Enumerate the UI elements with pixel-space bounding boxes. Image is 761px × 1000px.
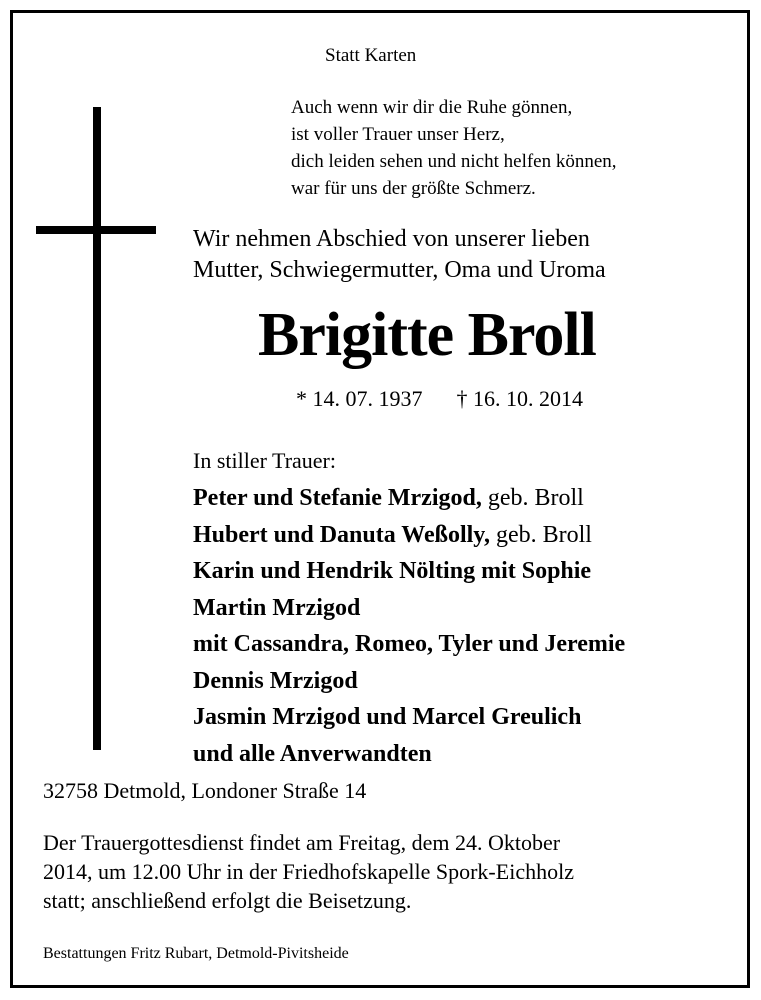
mourner-line: mit Cassandra, Romeo, Tyler und Jeremie xyxy=(193,631,626,657)
statt-karten-label: Statt Karten xyxy=(325,45,417,66)
mourner-line: Jasmin Mrzigod und Marcel Greulich xyxy=(193,704,582,730)
mourners-heading: In stiller Trauer: xyxy=(193,448,336,473)
poem-line: dich leiden sehen und nicht helfen können, xyxy=(291,151,617,172)
death-date: † 16. 10. 2014 xyxy=(456,386,583,411)
poem-line: war für uns der größte Schmerz. xyxy=(291,178,536,199)
cross-icon xyxy=(93,107,101,750)
cross-icon-crossbar xyxy=(36,226,156,234)
life-dates xyxy=(296,388,583,410)
mourner-line: Hubert und Danuta Weßolly, geb. Broll xyxy=(193,521,592,548)
poem xyxy=(291,94,617,202)
mourners-list xyxy=(193,480,625,772)
service-info xyxy=(43,828,574,915)
mourner-line: Dennis Mrzigod xyxy=(193,667,358,694)
mourner-line: und alle Anverwandten xyxy=(193,740,432,767)
poem-line: Auch wenn wir dir die Ruhe gönnen, xyxy=(291,97,573,118)
intro-text xyxy=(193,224,606,286)
poem-line: ist voller Trauer unser Herz, xyxy=(291,124,505,145)
service-line: Der Trauergottesdienst findet am Freitag, dem 24. Oktober xyxy=(43,830,561,855)
mourner-line: Martin Mrzigod xyxy=(193,594,361,621)
intro-line: Mutter, Schwiegermutter, Oma und Uroma xyxy=(193,257,606,283)
mourner-line: Peter und Stefanie Mrzigod, geb. Broll xyxy=(193,485,584,511)
service-line: statt; anschließend erfolgt die Beisetzung. xyxy=(43,888,412,913)
mourner-line: Karin und Hendrik Nölting mit Sophie xyxy=(193,558,592,584)
service-line: 2014, um 12.00 Uhr in der Friedhofskapelle Spork-Eichholz xyxy=(43,859,574,884)
funeral-home: Bestattungen Fritz Rubart, Detmold-Pivitsheide xyxy=(43,945,349,962)
intro-line: Wir nehmen Abschied von unserer lieben xyxy=(193,226,590,252)
deceased-name: Brigitte Broll xyxy=(258,301,596,369)
address: 32758 Detmold, Londoner Straße 14 xyxy=(43,778,367,803)
birth-date: * 14. 07. 1937 xyxy=(296,386,423,411)
